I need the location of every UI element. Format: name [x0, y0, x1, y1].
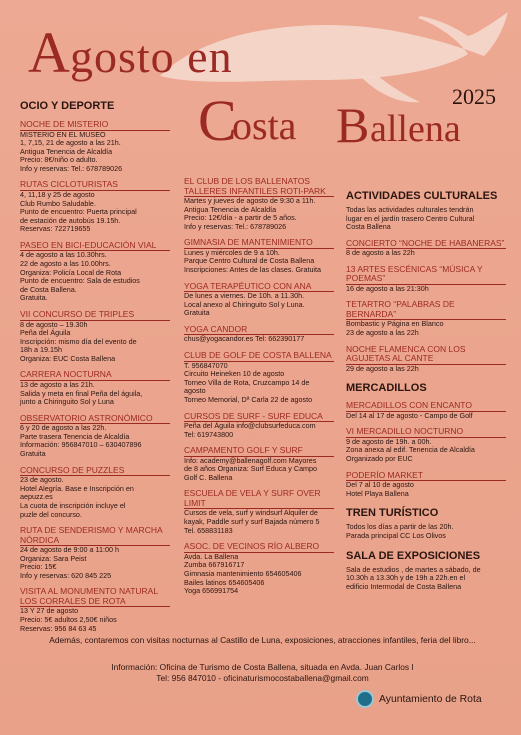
event-detail: Yoga 656991754: [184, 586, 239, 596]
event-detail: kayak, Paddle surf y surf Bajada número 5: [184, 517, 320, 527]
event-detail: agosto: [184, 386, 206, 396]
event-detail: Parada principal CC Los Olivos: [346, 530, 446, 540]
event-block: [20, 370, 170, 406]
event-detail: Info: academy@ballenagolf.com Mayores: [184, 455, 317, 465]
event-detail: aepuzz.es: [20, 492, 53, 502]
event-detail: Hotel Playa Ballena: [346, 488, 409, 498]
footer-note: Además, contaremos con visitas nocturnas al Castillo de Luna, exposiciones, atracciones infantiles, feria del libro...: [49, 635, 476, 645]
event-detail: Zumba 667916717: [184, 560, 245, 570]
event-detail: junto a Chiringuito Sol y Luna: [20, 397, 114, 407]
event-title: NOCHE DE MISTERIO: [20, 120, 170, 131]
middle-column: [184, 170, 334, 596]
event-detail: Costa Ballena: [346, 222, 391, 232]
title-letter-b: B: [336, 97, 370, 153]
event-detail: 13 Y 27 de agosto: [20, 606, 79, 616]
event-block: [346, 566, 506, 592]
event-detail: Tel. 658831183: [184, 525, 233, 535]
event-detail: Antigua Tenencia de Alcaldía: [20, 146, 113, 156]
event-detail: Avda. La Ballena: [184, 551, 239, 561]
event-detail: 10.30h a 13.30h y de 19h a 22h.en el: [346, 573, 466, 583]
footer-info: [20, 662, 505, 684]
event-title: CARRERA NOCTURNA: [20, 370, 170, 381]
event-detail: Del 14 al 17 de agosto - Campo de Golf: [346, 410, 473, 420]
event-title: GIMNASIA DE MANTENIMIENTO: [184, 238, 334, 249]
event-detail: Antigua Tenencia de Alcaldía: [184, 204, 277, 214]
event-block: [184, 238, 334, 274]
event-detail: 16 de agosto a las 21:30h: [346, 283, 429, 293]
event-detail: Punto de encuentro: Puerta principal: [20, 207, 137, 217]
event-title: RUTAS CICLOTURISTAS: [20, 180, 170, 191]
event-title: CURSOS DE SURF - SURF EDUCA: [184, 412, 334, 423]
event-detail: Torneo Villa de Rota, Cruzcampo 14 de: [184, 377, 310, 387]
category-heading: MERCADILLOS: [346, 382, 427, 395]
event-detail: Organizado por EUC: [346, 454, 413, 464]
event-detail: Info y reservas: Tel.: 678789026: [184, 221, 287, 231]
event-title: TETARTRO “PALABRAS DE BERNARDA”: [346, 300, 506, 320]
event-detail: Inscripciones: Antes de las clases. Gratuita: [184, 265, 322, 275]
event-title: YOGA CANDOR: [184, 325, 334, 336]
event-detail: Martes y jueves de agosto de 9:30 a 11h.: [184, 196, 316, 205]
event-detail: de Costa Ballena.: [20, 284, 77, 294]
event-block: [184, 446, 334, 482]
event-block: [346, 401, 506, 420]
event-detail: Organiza: EUC Costa Ballena: [20, 353, 116, 363]
event-detail: Circuito Heineken 10 de agosto: [184, 369, 285, 379]
event-detail: 8 de agosto – 19.30h: [20, 319, 88, 329]
event-detail: 24 de agosto de 9:00 a 11:00 h: [20, 545, 119, 555]
event-detail: lugar en el jardín trasero Centro Cultural: [346, 213, 475, 223]
event-detail: Información: 956847010 – 630407896: [20, 440, 142, 450]
event-title: CONCIERTO “NOCHE DE HABANERAS”: [346, 237, 505, 248]
event-detail: Parte trasera Tenencia de Alcaldía: [20, 431, 130, 441]
event-detail: Gratuita: [184, 308, 210, 318]
event-detail: puzle del concurso.: [20, 509, 82, 519]
event-detail: La cuota de inscripción incluye el: [20, 500, 126, 510]
event-block: [346, 300, 506, 337]
title-word-agosto: gosto en: [70, 31, 233, 82]
event-block: [184, 412, 334, 440]
event-detail: MISTERIO EN EL MUSEO: [20, 129, 106, 139]
event-detail: 29 de agosto a las 22h: [346, 363, 419, 373]
event-title: YOGA TERAPÉUTICO CON ANA: [184, 282, 334, 293]
event-detail: Info y reservas: Tel.: 678789026: [20, 163, 123, 173]
event-detail: 23 de agosto a las 22h: [346, 328, 419, 338]
event-detail: Parque Centro Cultural de Costa Ballena: [184, 256, 315, 266]
event-detail: 6 y 20 de agosto a las 22h.: [20, 423, 107, 433]
event-detail: de estación de autobús 19.15h.: [20, 215, 121, 225]
event-detail: Peña del Águila info@clubsurfeduca.com: [184, 421, 316, 430]
event-detail: 8 de agosto a las 22h: [346, 248, 415, 258]
logo-text: Ayuntamiento de Rota: [379, 693, 482, 705]
event-detail: Sala de estudios , de martes a sábado, de: [346, 564, 481, 574]
event-detail: T. 956847070: [184, 360, 228, 370]
event-title: RUTA DE SENDERISMO Y MARCHA NÓRDICA: [20, 526, 170, 546]
event-detail: Golf C. Ballena: [184, 472, 233, 482]
event-title: MERCADILLOS CON ENCANTO: [346, 401, 506, 412]
category-heading: ACTIVIDADES CULTURALES: [346, 190, 498, 202]
event-block: [346, 471, 506, 499]
event-title: CAMPAMENTO GOLF Y SURF: [184, 446, 334, 457]
event-detail: Lunes y miércoles de 9 a 10h.: [184, 247, 280, 257]
footer-info-line: Información: Oficina de Turismo de Costa Ballena, situada en Avda. Juan Carlos I: [111, 662, 414, 672]
event-title: OBSERVATORIO ASTRONÓMICO: [20, 414, 170, 425]
event-detail: chus@yogacandor.es Tel: 662390177: [184, 334, 305, 344]
event-detail: Precio: 8€/niño o adulto.: [20, 155, 98, 165]
event-block: [20, 310, 170, 363]
event-block: [346, 265, 506, 294]
event-detail: 4, 11,18 y 25 de agosto: [20, 189, 95, 199]
event-detail: Organiza: Sara Peist: [20, 553, 87, 563]
event-detail: 18h a 19.15h: [20, 345, 62, 355]
title-word-costa: osta: [232, 103, 297, 148]
left-column: [20, 100, 170, 633]
event-block: [20, 414, 170, 459]
event-detail: Precio: 12€/día - a partir de 5 años.: [184, 213, 297, 223]
event-title: VI MERCADILLO NOCTURNO: [346, 427, 506, 438]
event-detail: Precio: 5€ adultos 2,50€ niños: [20, 615, 117, 625]
event-block: [20, 180, 170, 233]
event-detail: Local anexo al Chiringuito Sol y Luna.: [184, 299, 305, 309]
event-detail: Club Rumbo Saludable.: [20, 198, 96, 208]
event-detail: De lunes a viernes. De 10h. a 11.30h.: [184, 291, 305, 301]
event-detail: Reservas: 722719655: [20, 224, 91, 234]
event-detail: Peña del Águila: [20, 328, 71, 338]
event-title: 13 ARTES ESCÉNICAS “MÚSICA Y POEMAS”: [346, 265, 506, 285]
crest-icon: [356, 690, 374, 708]
category-heading: SALA DE EXPOSICIONES: [346, 549, 481, 562]
event-detail: 1, 7,15, 21 de agosto a las 21h.: [20, 138, 121, 148]
event-detail: Zona anexa al edif. Tenencia de Alcaldía: [346, 445, 475, 455]
event-block: [184, 325, 334, 344]
event-block: [184, 351, 334, 404]
event-detail: Gratuita.: [20, 293, 48, 303]
event-title: ESCUELA DE VELA Y SURF OVER LIMIT: [184, 489, 334, 509]
event-detail: Salida y meta en final Peña del águila,: [20, 388, 143, 398]
event-detail: Cursos de vela, surf y windsurf Alquiler de: [184, 508, 318, 518]
event-detail: Organiza: Policía Local de Rota: [20, 267, 122, 277]
event-detail: 9 de agosto de 19h. a 00h.: [346, 436, 432, 446]
event-title: VII CONCURSO DE TRIPLES: [20, 310, 170, 321]
event-detail: Gratuita: [20, 449, 46, 459]
event-detail: 4 de agosto a las 10.30hrs.: [20, 250, 107, 260]
event-detail: edificio Intermodal de Costa Ballena: [346, 581, 462, 591]
event-block: [20, 466, 170, 519]
event-block: [20, 120, 170, 173]
event-detail: Hotel Alegría. Base e Inscripción en: [20, 483, 134, 493]
event-block: [184, 542, 334, 595]
event-block: [184, 177, 334, 231]
event-detail: Todos los días a partir de las 20h.: [346, 522, 454, 532]
event-title: ASOC. DE VECINOS RÍO ALBERO: [184, 542, 334, 553]
event-detail: Torneo Memorial, Dª Carla 22 de agosto: [184, 394, 313, 404]
event-block: [346, 206, 506, 232]
event-detail: Inscripción: mismo día del evento de: [20, 336, 137, 346]
right-column: [346, 181, 506, 591]
event-detail: 13 de agosto a las 21h.: [20, 379, 95, 389]
event-detail: 23 de agosto.: [20, 475, 64, 485]
event-title: CLUB DE GOLF DE COSTA BALLENA: [184, 351, 334, 362]
event-block: [346, 523, 506, 540]
ayuntamiento-logo: [356, 688, 506, 710]
year: 2025: [452, 84, 496, 109]
event-title: PASEO EN BICI-EDUCACIÓN VIAL: [20, 241, 170, 252]
event-title: PODERÍO MARKET: [346, 471, 506, 482]
event-block: [184, 489, 334, 535]
category-heading: TREN TURÍSTICO: [346, 507, 439, 520]
event-detail: Gimnasia mantenimiento 654605406: [184, 568, 302, 578]
event-block: [20, 526, 170, 580]
event-detail: de 8 años Organiza: Surf Educa y Campo: [184, 464, 318, 474]
event-detail: Tel: 619743800: [184, 429, 234, 439]
event-block: [346, 427, 506, 463]
section-heading: OCIO Y DEPORTE: [20, 100, 115, 112]
title-letter-c: C: [198, 88, 237, 153]
event-detail: Reservas: 956 84 63 45: [20, 623, 97, 633]
event-detail: Bailes latinos 654605406: [184, 577, 265, 587]
event-detail: Del 7 al 10 de agosto: [346, 480, 414, 490]
event-detail: Todas las actividades culturales tendrán: [346, 205, 474, 214]
event-block: [184, 282, 334, 318]
event-block: [346, 345, 506, 374]
event-title: NOCHE FLAMENCA CON LOS AGUJETAS AL CANTE: [346, 345, 506, 365]
event-detail: Bombastic y Página en Blanco: [346, 319, 444, 329]
event-detail: Info y reservas: 620 845 225: [20, 570, 112, 580]
event-detail: 22 de agosto a las 10.00hrs.: [20, 259, 111, 269]
event-block: [346, 239, 506, 258]
event-title: CONCURSO DE PUZZLES: [20, 466, 170, 477]
event-block: [20, 587, 170, 633]
title-letter-a: A: [28, 20, 70, 85]
event-detail: Punto de encuentro: Sala de estudios: [20, 276, 140, 286]
footer-contact-line: Tel: 956 847010 - oficinaturismocostaballena@gmail.com: [156, 673, 369, 683]
event-title: VISITA AL MONUMENTO NATURAL LOS CORRALES DE ROTA: [20, 587, 170, 607]
event-block: [20, 241, 170, 303]
event-title: EL CLUB DE LOS BALLENATOS TALLERES INFANTILES ROTI-PARK: [184, 177, 334, 197]
title-word-ballena: allena: [370, 108, 461, 150]
event-detail: Precio: 15€: [20, 562, 57, 572]
